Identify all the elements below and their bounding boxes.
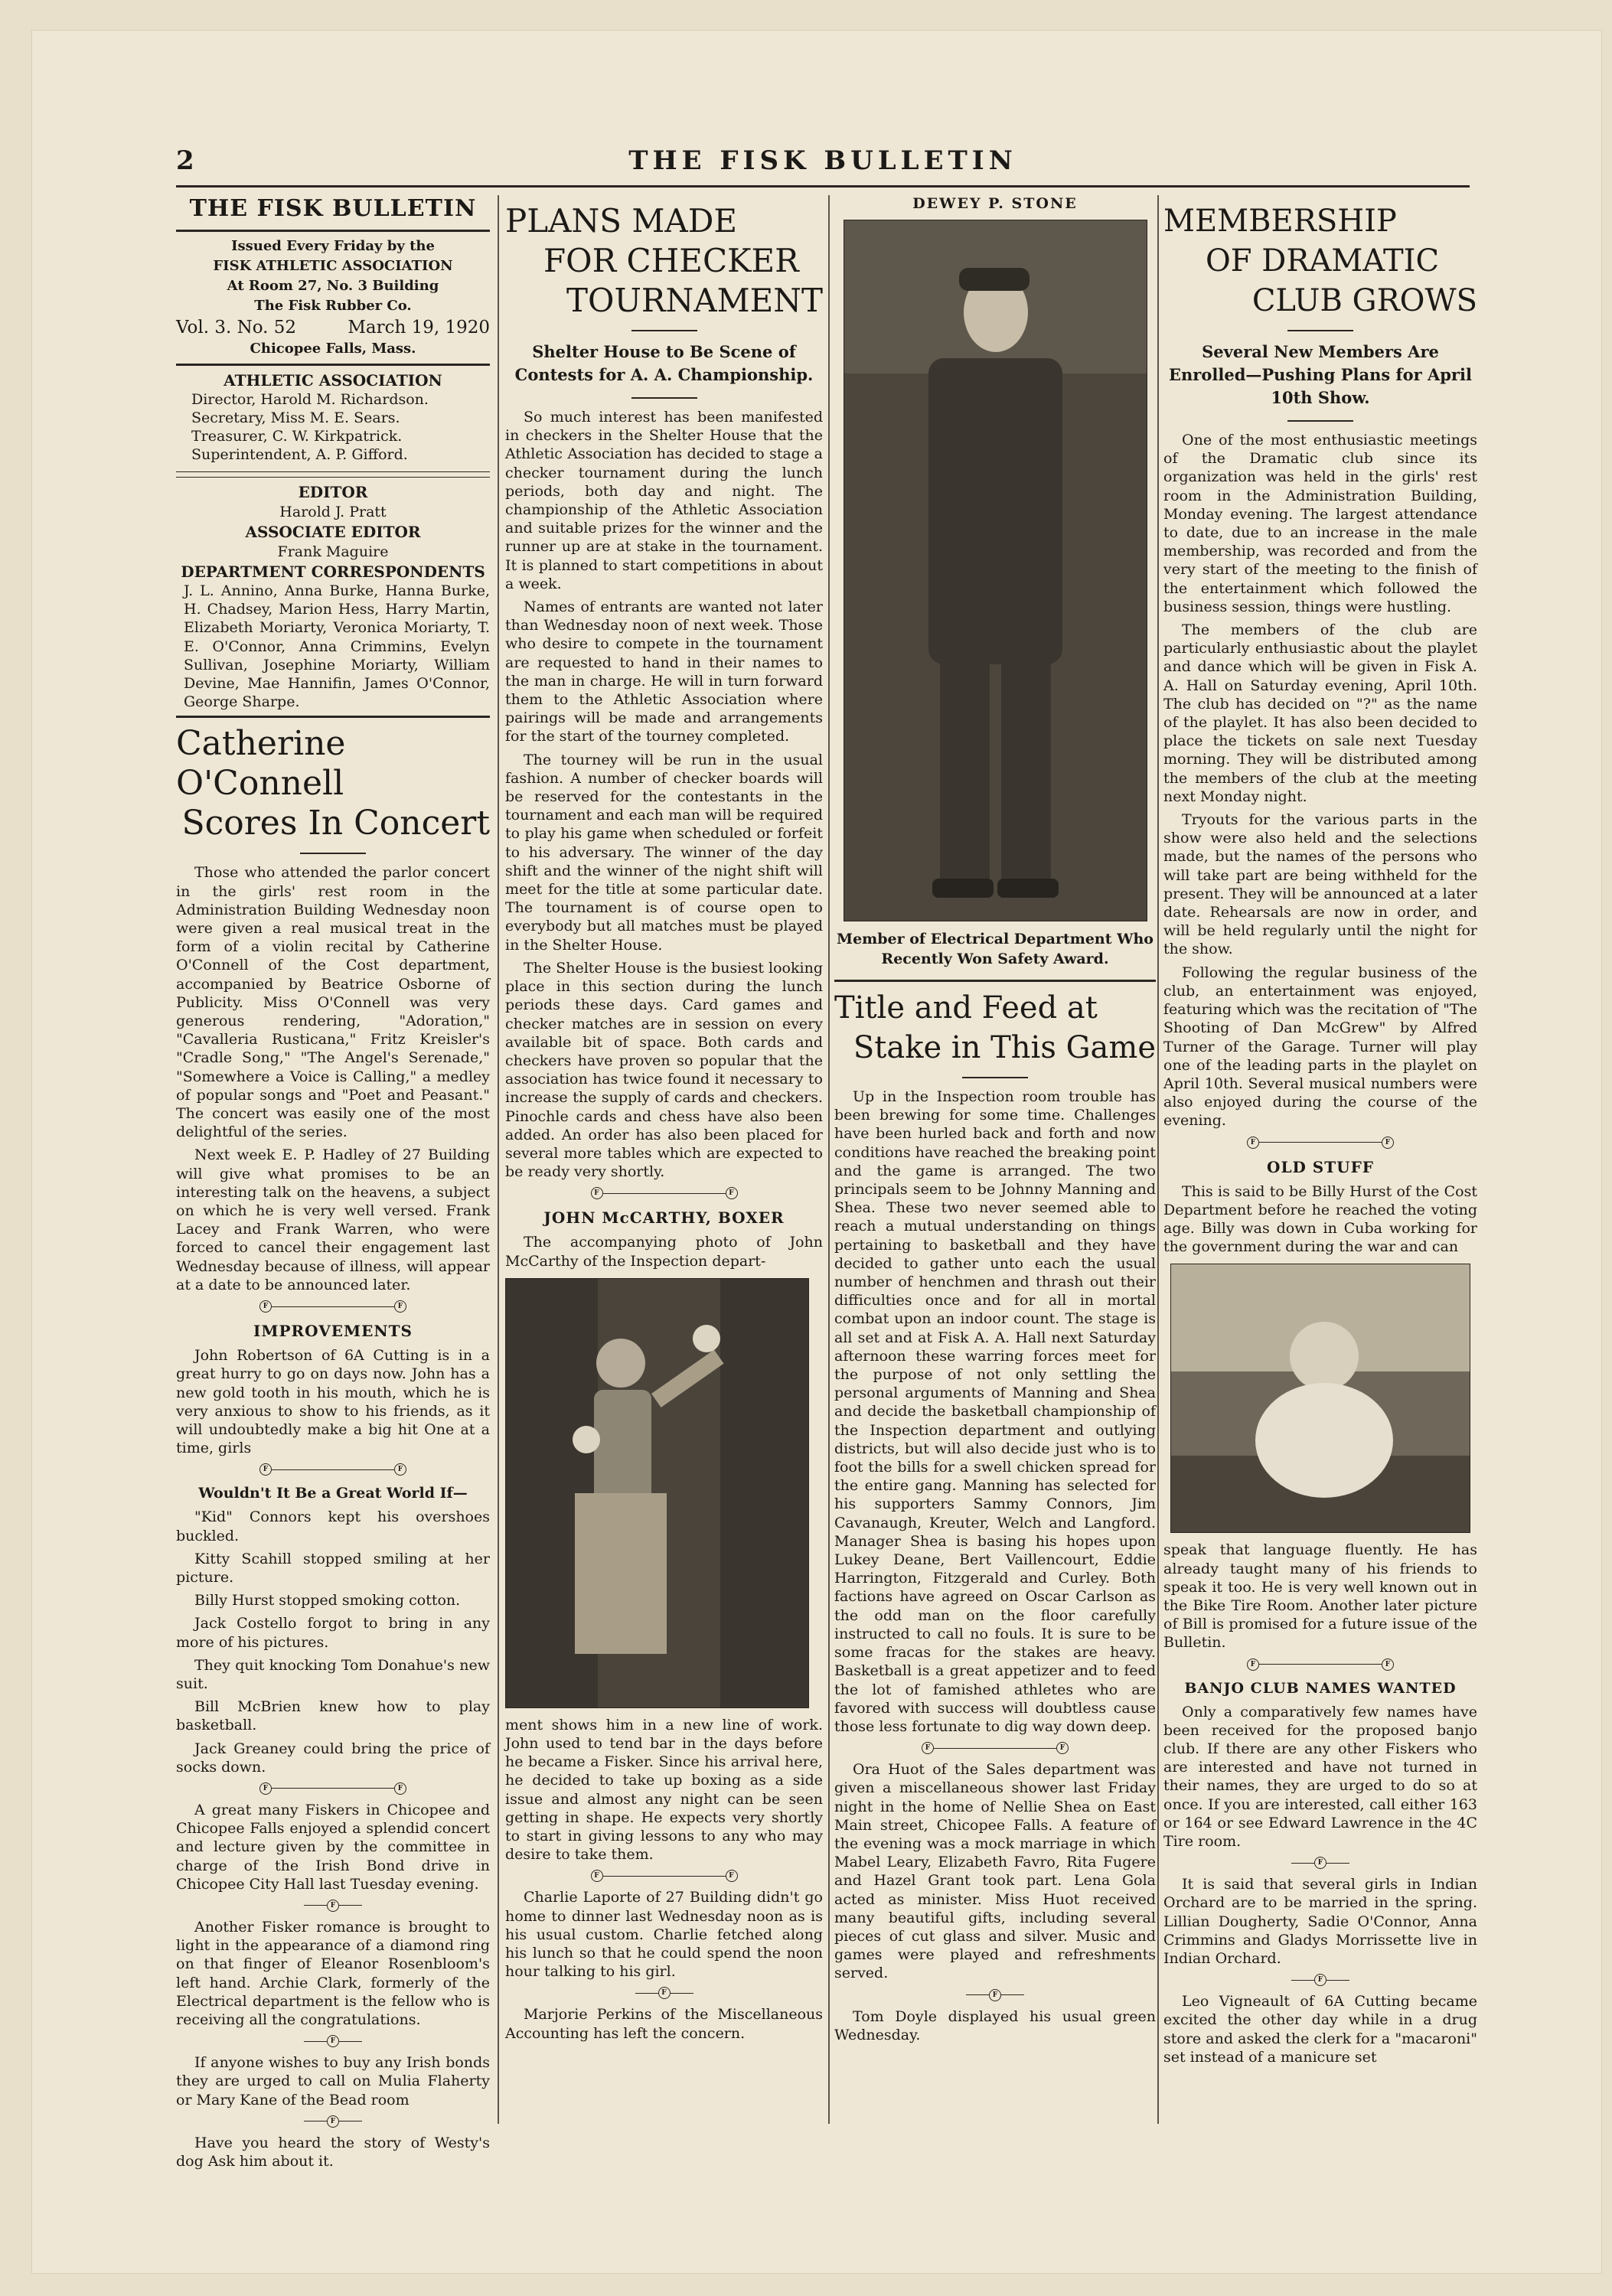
- separator: F F: [176, 1781, 490, 1796]
- headline-line: Title and Feed at: [834, 990, 1098, 1026]
- separator: F F: [505, 1186, 823, 1201]
- masthead-box: [176, 195, 490, 718]
- column-1: [176, 195, 490, 2175]
- issue-line: [176, 316, 490, 339]
- list-item: Kitty Scahill stopped smiling at her picture.: [176, 1550, 490, 1586]
- column-rule: [498, 195, 499, 2124]
- photo-name: DEWEY P. STONE: [912, 195, 1078, 212]
- title-feed-headline: [834, 988, 1156, 1068]
- masthead-line: The Fisk Rubber Co.: [254, 298, 412, 314]
- column-rule: [1157, 195, 1159, 2124]
- article-paragraph: Charlie Laporte of 27 Building didn't go home to dinner last Wednesday noon as is his usual custom. Charlie fetched along his lunch so that he could spend the noon hour talking to his girl.: [505, 1889, 823, 1981]
- officers: [176, 390, 490, 464]
- separator: F F: [176, 1462, 490, 1477]
- headline-line: Scores In Concert: [181, 804, 490, 843]
- article-paragraph: It is said that several girls in Indian Orchard are to be married in the spring. Lillian Dougherty, Sadie O'Connor, Anna Crimmins and Gladys Morrissette live in Indian Orchard.: [1163, 1876, 1477, 1967]
- list-item: Jack Costello forgot to bring in any more of his pictures.: [176, 1615, 490, 1651]
- boxer-figure-icon: [506, 1279, 808, 1707]
- article-paragraph: John Robertson of 6A Cutting is in a great hurry to go on days now. John has a new gold tooth in his mouth, which he is very anxious to show to his friends, as it will undoubtedly make a big hit One at a time, girls: [176, 1347, 490, 1457]
- article-paragraph: Only a comparatively few names have been received for the proposed banjo club. If there are any other Fiskers who are interested and have not turned in their names, they are urged to do so at once. If you are interested, call either 163 or 164 or see Edward Lawrence in the 4C Tire room.: [1163, 1703, 1477, 1850]
- baby-figure-icon: [1171, 1264, 1470, 1532]
- divider: [176, 477, 490, 478]
- editor-name: Harold J. Pratt: [279, 504, 387, 520]
- athletic-title: ATHLETIC ASSOCIATION: [224, 371, 442, 390]
- divider: [1287, 330, 1353, 331]
- separator: F: [1163, 1855, 1477, 1870]
- article-paragraph: The members of the club are particularly enthusiastic about the playlet and dance which will be given in Fisk A. A. Hall on Saturday evening, April 10th. The club has decided on "?" as the name of the playlet. It has also been decided to place the tickets on sale next Tuesday morning. They will be distributed among the members of the club at the meeting next Monday night.: [1163, 621, 1477, 805]
- mccarthy-photo: [505, 1278, 809, 1708]
- baby-photo: [1170, 1264, 1470, 1533]
- dramatic-headline: [1163, 201, 1477, 321]
- separator: F F: [1163, 1135, 1477, 1150]
- article-paragraph: ment shows him in a new line of work. John used to tend bar in the days before he became a Fisker. Since his arrival here, he decided to take up boxing as a side issue and almost any night can be seen getting in shape. He expects very shortly to start in giving lessons to any who may desire to take them.: [505, 1716, 823, 1864]
- article-paragraph: Ora Huot of the Sales department was given a miscellaneous shower last Friday night in the home of Nellie Shea on East Main street, Chicopee Falls. A feature of the evening was a mock marriage in which Mabel Leary, Elizabeth Favro, Rita Fugere and Hazel Grant took part. Lena Gola acted as minister. Miss Huot received many beautiful gifts, including several pieces of cut glass and silver. Music and games were played and refreshments served.: [834, 1761, 1156, 1982]
- article-paragraph: The tourney will be run in the usual fashion. A number of checker boards will be reserved for the contestants in the tournament and each man will be required to play his game when scheduled or forfeit to his adversary. The winner of the day shift and the winner of the night shift will meet for the title at some particular date. The tournament is of course open to everybody but all matches must be played in the Shelter House.: [505, 751, 823, 954]
- masthead-line: FISK ATHLETIC ASSOCIATION: [213, 258, 453, 274]
- separator: F: [505, 1985, 823, 2001]
- divider: [962, 1077, 1028, 1078]
- article-paragraph: The accompanying photo of John McCarthy of the Inspection depart-: [505, 1234, 823, 1270]
- photo-caption: Member of Electrical Department Who Recently Won Safety Award.: [837, 931, 1154, 967]
- officer: Director, Harold M. Richardson.: [191, 391, 429, 408]
- masthead-title: THE FISK BULLETIN: [189, 195, 477, 222]
- article-paragraph: This is said to be Billy Hurst of the Cost Department before he reached the voting age. Billy was down in Cuba working for the government during the war and can: [1163, 1182, 1477, 1256]
- headline-line: MEMBERSHIP: [1163, 204, 1397, 239]
- divider: [176, 230, 490, 232]
- list-item: They quit knocking Tom Donahue's new suit.: [176, 1656, 490, 1692]
- article-paragraph: The Shelter House is the busiest looking place in this section during the lunch periods these days. Card games and checker matches are in session on every available bit of space. Both cards and checkers have proven so popular that the association has twice found it necessary to increase the supply of cards and checkers. Pinochle cards and chess have also been added. An order has also been placed for several more tables which are expected to be ready very shortly.: [505, 959, 823, 1181]
- headline-line: CLUB GROWS: [1251, 283, 1477, 318]
- list-item: Billy Hurst stopped smoking cotton.: [194, 1592, 461, 1609]
- volume: Vol. 3. No. 52: [176, 318, 297, 338]
- checker-headline: [505, 201, 823, 321]
- column-3: [834, 195, 1156, 2049]
- wouldnt-label: Wouldn't It Be a Great World If—: [198, 1485, 468, 1502]
- officer: Secretary, Miss M. E. Sears.: [191, 409, 400, 426]
- headline-line: PLANS MADE: [505, 202, 738, 240]
- editor-label: EDITOR: [298, 483, 368, 501]
- article-paragraph: One of the most enthusiastic meetings of the Dramatic club since its organization was held in the girls' rest room in the Administration Building, Monday evening. The largest attendance to date, due to an increase in the male membership, was recorded and from the very start of the meeting to the finish of the entertainment which followed the business session, things were hustling.: [1163, 432, 1477, 615]
- separator: F: [176, 1898, 490, 1913]
- column-2: [505, 195, 823, 2047]
- separator: F: [834, 1988, 1156, 2003]
- separator: F F: [505, 1868, 823, 1883]
- issue-date: March 19, 1920: [348, 318, 490, 338]
- place: Chicopee Falls, Mass.: [250, 341, 416, 357]
- header-rule: [176, 185, 1470, 188]
- article-paragraph: Names of entrants are wanted not later than Wednesday noon of next week. Those who desire to compete in the tournament are requested to hand in their names to the man in charge. He will in turn forward them to the Athletic Association where pairings will be made and arrangements for the start of the tourney completed.: [505, 598, 823, 745]
- divider: [631, 397, 697, 399]
- headline-line: Catherine O'Connell: [176, 724, 346, 804]
- article-paragraph: Another Fisker romance is brought to light in the appearance of a diamond ring on that finger of Eleanor Rosenbloom's left hand. Archie Clark, formerly of the Electrical department is the fellow who is receiving all the congratulations.: [176, 1918, 490, 2028]
- running-title: THE FISK BULLETIN: [628, 145, 1017, 176]
- masthead-line: At Room 27, No. 3 Building: [227, 278, 439, 294]
- concert-headline: [176, 724, 490, 843]
- banjo-label: BANJO CLUB NAMES WANTED: [1184, 1679, 1457, 1697]
- page-number: 2: [176, 145, 194, 176]
- separator: F: [1163, 1972, 1477, 1988]
- headline-line: FOR CHECKER: [543, 242, 799, 279]
- article-paragraph: A great many Fiskers in Chicopee and Chicopee Falls enjoyed a splendid concert and lecture given by the committee in charge of the Irish Bond drive in Chicopee City Hall last Tuesday evening.: [176, 1801, 490, 1893]
- column-rule: [828, 195, 830, 2124]
- separator: F F: [176, 1299, 490, 1314]
- article-paragraph: Up in the Inspection room trouble has been brewing for some time. Challenges have been hurled back and forth and now conditions have reached the breaking point and the game is arranged. The two principals seem to be Johnny Manning and Shea. These two never seemed able to reach a mutual understanding on things pertaining to basketball and they have decided to gather unto each the usual number of henchmen and thrash out their difficulties once and for all in mortal combat upon an indoor count. The stage is all set and at Fisk A. A. Hall next Saturday afternoon these warring forces meet for the purpose of not only settling the personal arguments of Manning and Shea and decide the basketball championship of the Inspection department and outlying districts, but will also decide just who is to foot the bills for a swell chicken spread for the entire gang. Manning has selected for his supporters Sammy Connors, Jim Cavanaugh, Kreuter, Welch and Langford. Manager Shea is basing his hopes upon Lukey Deane, Bert Vaillencourt, Eddie Harrington, Fitzgerald and Curley. Both factions have agreed on Oscar Carlson as the odd man on the floor carefully instructed to call no fouls. It is sure to be some fracas for the stakes are heavy. Basketball is a great appetizer and to feed the lot of famished athletes who are favored with success will doubtless cause those less fortunate to dig way down deep.: [834, 1088, 1156, 1735]
- masthead-line: Issued Every Friday by the: [231, 238, 435, 254]
- divider: [631, 330, 697, 331]
- separator: F: [176, 2114, 490, 2129]
- mccarthy-label: JOHN McCARTHY, BOXER: [543, 1208, 785, 1228]
- article-paragraph: Tryouts for the various parts in the show were also held and the selections made, but the names of the persons who will take part are being withheld for the present. They will be announced at a later date. Rehearsals are now in order, and will be held regularly until the night for the show.: [1163, 811, 1477, 958]
- column-4: [1163, 195, 1477, 2071]
- separator: F F: [834, 1740, 1156, 1756]
- article-paragraph: speak that language fluently. He has already taught many of his friends to speak it too. He is very well known out in the Bike Tire Room. Another later picture of Bill is promised for a future issue of the Bulletin.: [1163, 1541, 1477, 1652]
- article-paragraph: Marjorie Perkins of the Miscellaneous Accounting has left the concern.: [505, 2006, 823, 2042]
- dramatic-subhead: Several New Members Are Enrolled—Pushing Plans for April 10th Show.: [1169, 342, 1472, 407]
- article-paragraph: Have you heard the story of Westy's dog Ask him about it.: [176, 2134, 490, 2170]
- headline-line: TOURNAMENT: [566, 282, 823, 319]
- divider: [834, 980, 1156, 982]
- article-paragraph: Tom Doyle displayed his usual green Wednesday.: [834, 2007, 1156, 2043]
- headline-line: OF DRAMATIC: [1206, 243, 1440, 279]
- article-paragraph: Those who attended the parlor concert in the girls' rest room in the Administration Building Wednesday noon were given a real musical treat in the form of a violin recital by Catherine O'Connell of the Cost department, accompanied by Beatrice Osborne of Publicity. Miss O'Connell was very generous rendering, "Adoration," "Cavalleria Rusticana," Fritz Kreisler's "Cradle Song," "The Angel's Serenade," "Somewhere a Voice is Calling," a medley of popular songs and "Poet and Peasant." The concert was easily one of the most delightful of the series.: [176, 864, 490, 1141]
- article-paragraph: Following the regular business of the club, an entertainment was enjoyed, featuring which was the recitation of "The Shooting of Dan McGrew" by Alfred Turner of the Garage. Turner will play one of the leading parts in the playlet on April 10th. Several musical numbers were also enjoyed during the course of the evening.: [1163, 964, 1477, 1130]
- officer: Treasurer, C. W. Kirkpatrick.: [191, 428, 403, 445]
- divider: [1287, 420, 1353, 422]
- correspondents-label: DEPARTMENT CORRESPONDENTS: [181, 563, 485, 581]
- separator: F: [176, 2033, 490, 2049]
- associate-label: ASSOCIATE EDITOR: [245, 523, 421, 541]
- associate-name: Frank Maguire: [277, 543, 389, 560]
- correspondents: J. L. Annino, Anna Burke, Hanna Burke, H. Chadsey, Marion Hess, Harry Martin, Elizabeth Moriarty, Veronica Moriarty, T. E. O'Connor, Anna Crimmins, Evelyn Sullivan, Josephine Moriarty, William Devine, Mae Hannifin, James O'Connor, George Sharpe.: [184, 582, 490, 711]
- article-paragraph: Next week E. P. Hadley of 27 Building will give what promises to be an interesting talk on the heavens, a subject on which he is very well versed. Frank Lacey and Frank Warren, who were forced to cancel their engagement last Wednesday because of illness, will appear at a date to be announced later.: [176, 1146, 490, 1293]
- list-item: Jack Greaney could bring the price of socks down.: [176, 1740, 490, 1776]
- article-paragraph: Leo Vigneault of 6A Cutting became excited the other day while in a drug store and asked the clerk for a "macaroni" set instead of a manicure set: [1163, 1993, 1477, 2066]
- old-stuff-label: OLD STUFF: [1267, 1157, 1374, 1176]
- separator: F F: [1163, 1657, 1477, 1672]
- list-item: Bill McBrien knew how to play basketball.: [176, 1698, 490, 1734]
- headline-line: Stake in This Game: [853, 1030, 1156, 1065]
- worker-figure-icon: [844, 220, 1147, 921]
- article-paragraph: If anyone wishes to buy any Irish bonds they are urged to call on Mulia Flaherty or Mary Kane of the Bead room: [176, 2054, 490, 2108]
- list-item: "Kid" Connors kept his overshoes buckled.: [176, 1508, 490, 1544]
- improvements-label: IMPROVEMENTS: [253, 1322, 413, 1341]
- divider: [300, 853, 366, 854]
- checker-subhead: Shelter House to Be Scene of Contests for A. A. Championship.: [514, 342, 814, 384]
- divider: [176, 716, 490, 718]
- divider: [176, 364, 490, 366]
- running-header: [176, 145, 1470, 182]
- article-paragraph: So much interest has been manifested in checkers in the Shelter House that the Athletic Association has decided to stage a checker tournament during the lunch periods, both day and night. The championship of the Athletic Association and suitable prizes for the winner and the runner up are at stake in the tournament. It is planned to start competitions in about a week.: [505, 409, 823, 592]
- divider: [176, 471, 490, 472]
- stone-photo: [844, 220, 1147, 921]
- officer: Superintendent, A. P. Gifford.: [191, 446, 408, 463]
